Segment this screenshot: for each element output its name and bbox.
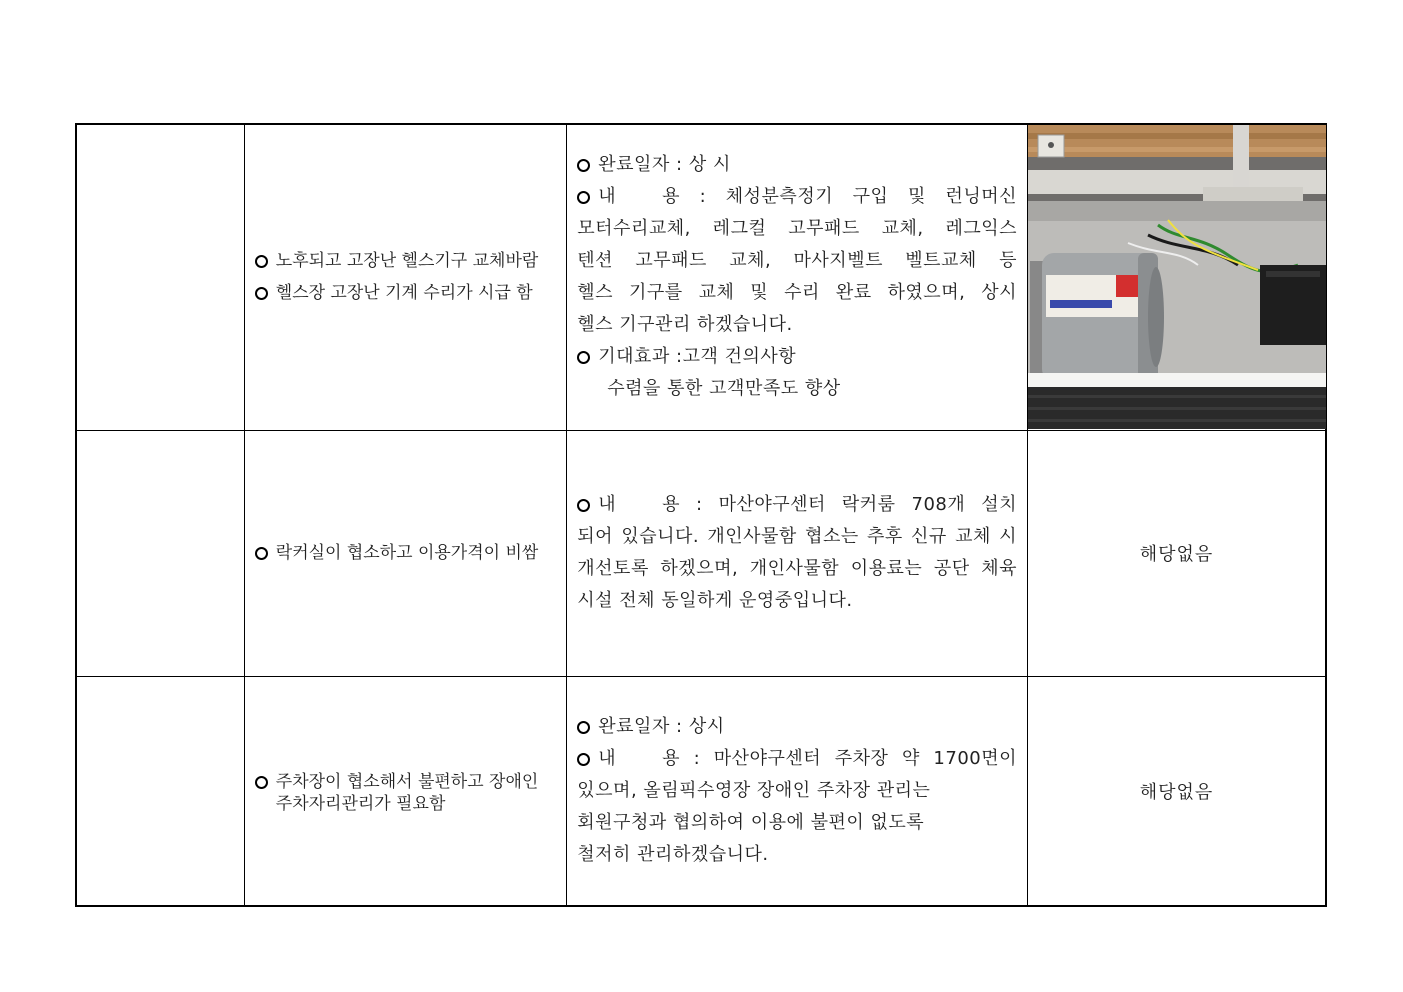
- request-cell: [244, 124, 567, 430]
- circle-bullet-icon: [577, 351, 590, 364]
- circle-bullet-icon: [577, 191, 590, 204]
- response-cell: [567, 676, 1028, 906]
- request-item: 락커실이 협소하고 이용가격이 비쌈: [255, 537, 557, 569]
- table-row: [76, 676, 1326, 906]
- response-line: 철저히 관리하겠습니다.: [577, 843, 769, 865]
- response-line: 시설 전체 동일하게 운영중입니다.: [577, 590, 853, 611]
- response-line: 내 용 : 체성분측정기 구입 및 런닝머신: [577, 181, 1017, 213]
- not-applicable-text: 해당없음: [1139, 781, 1214, 803]
- response-line: 내 용 : 마산야구센터 락커룸 708개 설치: [577, 489, 1017, 521]
- circle-bullet-icon: [577, 753, 590, 766]
- category-cell: [76, 676, 244, 906]
- photo-cell: [1028, 676, 1326, 906]
- response-line: 회원구청과 협의하여 이용에 불편이 없도록: [577, 811, 925, 833]
- response-line: 모터수리교체, 레그컬 고무패드 교체, 레그익스: [577, 218, 1018, 240]
- circle-bullet-icon: [255, 547, 268, 560]
- treadmill-motor-photo: [1028, 125, 1326, 429]
- response-line: 내 용 : 마산야구센터 주차장 약 1700면이: [577, 743, 1017, 775]
- response-line: 헬스 기구관리 하겠습니다.: [577, 314, 793, 336]
- circle-bullet-icon: [577, 499, 590, 512]
- request-item: 주차장이 협소해서 불편하고 장애인 주차자리관리가 필요함: [255, 766, 557, 815]
- response-line: 텐션 고무패드 교체, 마사지벨트 벨트교체 등: [577, 250, 1018, 272]
- circle-bullet-icon: [255, 776, 268, 789]
- request-cell: [244, 430, 567, 676]
- table-row: [76, 430, 1326, 676]
- request-cell: [244, 676, 567, 906]
- request-item: 헬스장 고장난 기계 수리가 시급 함: [255, 277, 557, 309]
- response-cell: [567, 124, 1028, 430]
- response-table: [75, 123, 1327, 907]
- table-row: [76, 124, 1326, 430]
- circle-bullet-icon: [255, 287, 268, 300]
- photo-cell: [1028, 124, 1326, 430]
- category-cell: [76, 430, 244, 676]
- circle-bullet-icon: [577, 721, 590, 734]
- circle-bullet-icon: [255, 255, 268, 268]
- response-line: 헬스 기구를 교체 및 수리 완료 하였으며, 상시: [577, 282, 1018, 304]
- response-cell: [567, 430, 1028, 676]
- response-line: 개선토록 하겠으며, 개인사물함 이용료는 공단 체육: [577, 558, 1018, 579]
- circle-bullet-icon: [577, 159, 590, 172]
- response-line: 완료일자 : 상 시: [577, 149, 1017, 181]
- response-line: 수렴을 통한 고객만족도 향상: [607, 378, 841, 400]
- category-cell: [76, 124, 244, 430]
- response-line: 완료일자 : 상시: [577, 711, 1017, 743]
- not-applicable-text: 해당없음: [1139, 544, 1214, 565]
- photo-cell: [1028, 430, 1326, 676]
- response-line: 기대효과 :고객 건의사항: [577, 341, 1017, 373]
- request-item: 노후되고 고장난 헬스기구 교체바람: [255, 245, 557, 277]
- response-line: 되어 있습니다. 개인사물함 협소는 추후 신규 교체 시: [577, 526, 1018, 547]
- response-line: 있으며, 올림픽수영장 장애인 주차장 관리는: [577, 779, 931, 801]
